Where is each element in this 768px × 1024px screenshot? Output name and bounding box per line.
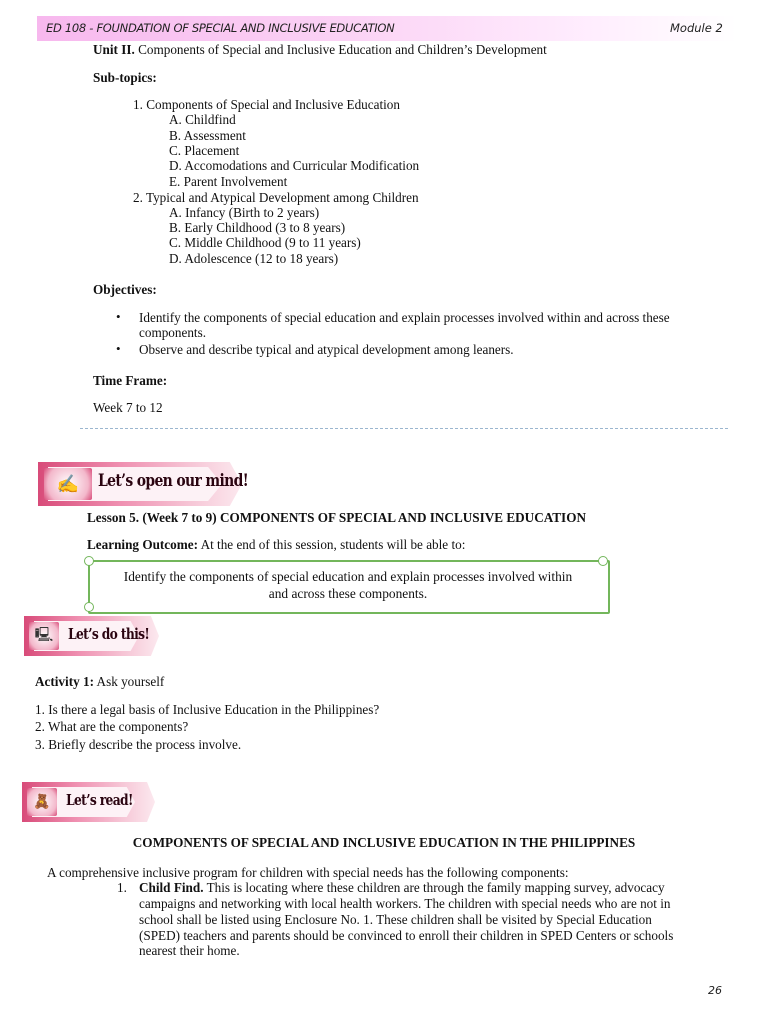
time-frame-heading: Time Frame: xyxy=(93,373,168,388)
teddy-bear-icon: 🧸 xyxy=(27,788,57,816)
activity-question: 1. Is there a legal basis of Inclusive Education in the Philippines? xyxy=(35,702,380,717)
objective-item: Identify the components of special education and explain processes involved within and across these xyxy=(139,310,670,325)
reading-item-line: school shall be listed using Enclosure No. 1. These children shall be visited by Special Education xyxy=(139,912,652,927)
subtopic-item: A. Childfind xyxy=(169,112,236,127)
bullet-icon: • xyxy=(116,341,121,356)
reading-item-line: (SPED) teachers and parents should be convinced to enroll their children in SPED Centers or schools xyxy=(139,928,674,943)
module-label: Module 2 xyxy=(670,21,723,35)
banner-open-mind-text: Let’s open our mind! xyxy=(98,471,249,491)
scroll-curl-icon xyxy=(84,602,94,612)
subtopic-item: 2. Typical and Atypical Development among Children xyxy=(133,190,419,205)
subtopic-item: C. Placement xyxy=(169,143,240,158)
subtopic-item: C. Middle Childhood (9 to 11 years) xyxy=(169,235,361,250)
reading-item-label: Child Find. xyxy=(139,880,204,895)
hand-pen-icon: ✍ xyxy=(44,468,92,500)
banner-read-text: Let’s read! xyxy=(66,791,133,809)
unit-title xyxy=(93,42,547,57)
activity-text: Ask yourself xyxy=(96,674,165,689)
banner-do-this-text: Let’s do this! xyxy=(68,625,150,643)
bullet-icon: • xyxy=(116,309,121,324)
outcome-line-1: Identify the components of special education and explain processes involved within xyxy=(123,569,573,584)
lesson-title: Lesson 5. (Week 7 to 9) COMPONENTS OF SPECIAL AND INCLUSIVE EDUCATION xyxy=(87,510,586,525)
subtopic-item: D. Adolescence (12 to 18 years) xyxy=(169,251,339,266)
activity-question: 2. What are the components? xyxy=(35,719,189,734)
reading-intro: A comprehensive inclusive program for children with special needs has the following components: xyxy=(47,865,569,880)
outcome-line-2: and across these components. xyxy=(268,586,428,601)
subtopic-item: B. Assessment xyxy=(169,128,246,143)
reading-item-line xyxy=(139,880,665,895)
learning-outcome-label: Learning Outcome: xyxy=(87,537,198,552)
subtopic-item: D. Accomodations and Curricular Modification xyxy=(169,158,420,173)
banner-read xyxy=(22,782,155,822)
objectives-heading: Objectives: xyxy=(93,282,157,297)
activity-heading xyxy=(35,674,164,689)
learning-outcome xyxy=(87,537,465,552)
activity-question: 3. Briefly describe the process involve. xyxy=(35,737,242,752)
time-frame-value: Week 7 to 12 xyxy=(93,400,163,415)
objective-item: Observe and describe typical and atypical development among leaners. xyxy=(139,342,514,357)
page-number: 26 xyxy=(708,984,722,997)
learning-outcome-text: At the end of this session, students will be able to: xyxy=(200,537,466,552)
subtopic-item: B. Early Childhood (3 to 8 years) xyxy=(169,220,346,235)
computer-user-icon: 🖳 xyxy=(29,622,59,650)
subtopic-item: 1. Components of Special and Inclusive Education xyxy=(133,97,400,112)
unit-label: Unit II. xyxy=(93,42,135,57)
objective-item-continued: components. xyxy=(139,325,207,340)
unit-title-text: Components of Special and Inclusive Education and Children’s Development xyxy=(138,42,547,57)
outcome-text xyxy=(100,568,596,602)
subtopic-item: E. Parent Involvement xyxy=(169,174,288,189)
reading-heading: COMPONENTS OF SPECIAL AND INCLUSIVE EDUCATION IN THE PHILIPPINES xyxy=(132,835,636,850)
reading-item-line: campaigns and networking with local health workers. The children with special needs who are not in xyxy=(139,896,671,911)
banner-do-this xyxy=(24,616,159,656)
reading-item-text: This is locating where these children are through the family mapping survey, advocacy xyxy=(206,880,665,895)
subtopic-item: A. Infancy (Birth to 2 years) xyxy=(169,205,320,220)
scroll-curl-icon xyxy=(598,556,608,566)
reading-item-line: nearest their home. xyxy=(139,943,240,958)
activity-label: Activity 1: xyxy=(35,674,94,689)
subtopics-heading: Sub-topics: xyxy=(93,70,157,85)
section-divider xyxy=(80,428,728,429)
scroll-curl-icon xyxy=(84,556,94,566)
course-title: ED 108 - FOUNDATION OF SPECIAL AND INCLUSIVE EDUCATION xyxy=(46,21,395,35)
reading-item-number: 1. xyxy=(117,880,127,895)
banner-open-mind xyxy=(38,462,249,506)
